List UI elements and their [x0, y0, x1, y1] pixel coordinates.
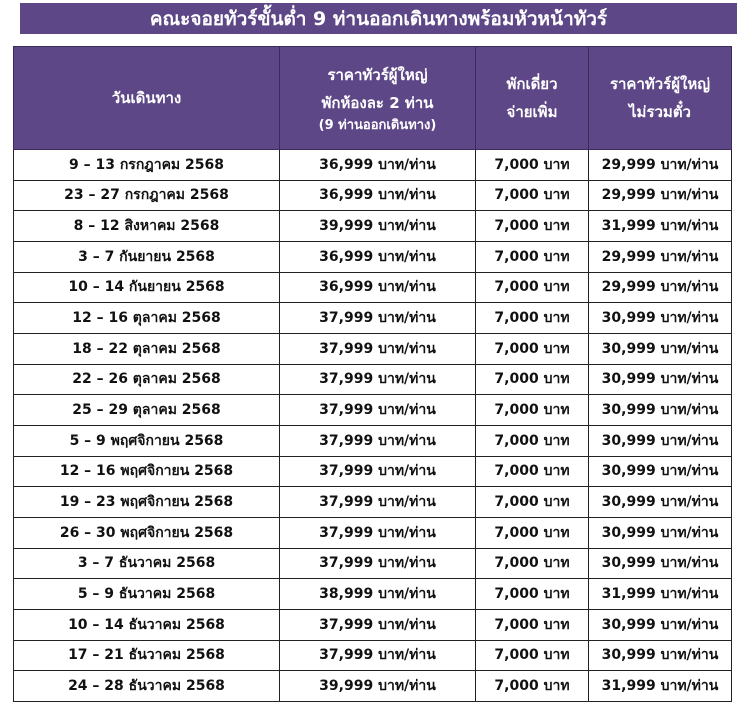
adult-price-cell: 37,999 บาท/ท่าน [280, 456, 476, 487]
single-supplement-cell: 7,000 บาท [476, 303, 589, 334]
single-supplement-cell: 7,000 บาท [476, 272, 589, 303]
table-body [14, 150, 732, 702]
table-header-row [14, 47, 732, 150]
date-cell: 23 – 27 กรกฎาคม 2568 [14, 180, 280, 211]
date-cell: 3 – 7 กันยายน 2568 [14, 241, 280, 272]
date-cell: 18 – 22 ตุลาคม 2568 [14, 333, 280, 364]
no-ticket-price-cell: 30,999 บาท/ท่าน [589, 487, 732, 518]
single-supplement-cell: 7,000 บาท [476, 241, 589, 272]
adult-price-cell: 39,999 บาท/ท่าน [280, 211, 476, 242]
table-row [14, 671, 732, 702]
single-supplement-cell: 7,000 บาท [476, 425, 589, 456]
header-no-ticket-price [589, 47, 732, 150]
adult-price-cell: 37,999 บาท/ท่าน [280, 425, 476, 456]
adult-price-cell: 37,999 บาท/ท่าน [280, 640, 476, 671]
no-ticket-price-cell: 30,999 บาท/ท่าน [589, 364, 732, 395]
single-supplement-cell: 7,000 บาท [476, 333, 589, 364]
single-supplement-cell: 7,000 บาท [476, 609, 589, 640]
table-row [14, 333, 732, 364]
table-row [14, 425, 732, 456]
table-row [14, 241, 732, 272]
date-cell: 10 – 14 ธันวาคม 2568 [14, 609, 280, 640]
adult-price-cell: 37,999 บาท/ท่าน [280, 609, 476, 640]
table-row [14, 579, 732, 610]
date-cell: 19 – 23 พฤศจิกายน 2568 [14, 487, 280, 518]
no-ticket-price-cell: 29,999 บาท/ท่าน [589, 241, 732, 272]
adult-price-cell: 37,999 บาท/ท่าน [280, 487, 476, 518]
date-cell: 3 – 7 ธันวาคม 2568 [14, 548, 280, 579]
table-row [14, 609, 732, 640]
table-row [14, 487, 732, 518]
single-supplement-cell: 7,000 บาท [476, 548, 589, 579]
adult-price-cell: 36,999 บาท/ท่าน [280, 150, 476, 181]
single-supplement-cell: 7,000 บาท [476, 579, 589, 610]
header-adult-price-line1: ราคาทัวร์ผู้ใหญ่ [327, 66, 428, 84]
date-cell: 17 – 21 ธันวาคม 2568 [14, 640, 280, 671]
date-cell: 10 – 14 กันยายน 2568 [14, 272, 280, 303]
adult-price-cell: 37,999 บาท/ท่าน [280, 548, 476, 579]
date-cell: 12 – 16 พฤศจิกายน 2568 [14, 456, 280, 487]
no-ticket-price-cell: 30,999 บาท/ท่าน [589, 609, 732, 640]
date-cell: 5 – 9 พฤศจิกายน 2568 [14, 425, 280, 456]
single-supplement-cell: 7,000 บาท [476, 640, 589, 671]
adult-price-cell: 37,999 บาท/ท่าน [280, 364, 476, 395]
table-row [14, 150, 732, 181]
header-noticket-line2: ไม่รวมตั๋ว [629, 103, 691, 121]
header-adult-price-line3: (9 ท่านออกเดินทาง) [318, 118, 437, 133]
adult-price-cell: 37,999 บาท/ท่าน [280, 333, 476, 364]
table-row [14, 180, 732, 211]
no-ticket-price-cell: 29,999 บาท/ท่าน [589, 150, 732, 181]
adult-price-cell: 36,999 บาท/ท่าน [280, 241, 476, 272]
adult-price-cell: 39,999 บาท/ท่าน [280, 671, 476, 702]
no-ticket-price-cell: 30,999 บาท/ท่าน [589, 395, 732, 426]
single-supplement-cell: 7,000 บาท [476, 150, 589, 181]
header-date [14, 47, 280, 150]
header-date-label: วันเดินทาง [111, 89, 182, 107]
table-row [14, 517, 732, 548]
no-ticket-price-cell: 30,999 บาท/ท่าน [589, 517, 732, 548]
adult-price-cell: 36,999 บาท/ท่าน [280, 180, 476, 211]
no-ticket-price-cell: 30,999 บาท/ท่าน [589, 303, 732, 334]
single-supplement-cell: 7,000 บาท [476, 487, 589, 518]
header-noticket-line1: ราคาทัวร์ผู้ใหญ่ [609, 75, 711, 93]
header-single-supplement [476, 47, 589, 150]
table-row [14, 364, 732, 395]
header-adult-price [280, 47, 476, 150]
single-supplement-cell: 7,000 บาท [476, 395, 589, 426]
adult-price-cell: 38,999 บาท/ท่าน [280, 579, 476, 610]
no-ticket-price-cell: 29,999 บาท/ท่าน [589, 272, 732, 303]
no-ticket-price-cell: 31,999 บาท/ท่าน [589, 579, 732, 610]
price-table [13, 46, 732, 702]
header-single-line2: จ่ายเพิ่ม [506, 103, 558, 121]
no-ticket-price-cell: 30,999 บาท/ท่าน [589, 548, 732, 579]
date-cell: 24 – 28 ธันวาคม 2568 [14, 671, 280, 702]
table-row [14, 395, 732, 426]
no-ticket-price-cell: 29,999 บาท/ท่าน [589, 180, 732, 211]
table-row [14, 272, 732, 303]
date-cell: 26 – 30 พฤศจิกายน 2568 [14, 517, 280, 548]
table-row [14, 303, 732, 334]
page-title: คณะจอยทัวร์ขั้นต่ำ 9 ท่านออกเดินทางพร้อมหัวหน้าทัวร์ [20, 3, 737, 34]
table-row [14, 211, 732, 242]
no-ticket-price-cell: 30,999 บาท/ท่าน [589, 456, 732, 487]
single-supplement-cell: 7,000 บาท [476, 517, 589, 548]
table-row [14, 456, 732, 487]
date-cell: 8 – 12 สิงหาคม 2568 [14, 211, 280, 242]
header-adult-price-line2: พักห้องละ 2 ท่าน [321, 94, 434, 112]
date-cell: 12 – 16 ตุลาคม 2568 [14, 303, 280, 334]
header-single-line1: พักเดี่ยว [506, 75, 558, 93]
no-ticket-price-cell: 30,999 บาท/ท่าน [589, 640, 732, 671]
adult-price-cell: 37,999 บาท/ท่าน [280, 303, 476, 334]
date-cell: 9 – 13 กรกฎาคม 2568 [14, 150, 280, 181]
adult-price-cell: 36,999 บาท/ท่าน [280, 272, 476, 303]
no-ticket-price-cell: 31,999 บาท/ท่าน [589, 211, 732, 242]
adult-price-cell: 37,999 บาท/ท่าน [280, 395, 476, 426]
date-cell: 5 – 9 ธันวาคม 2568 [14, 579, 280, 610]
single-supplement-cell: 7,000 บาท [476, 456, 589, 487]
date-cell: 25 – 29 ตุลาคม 2568 [14, 395, 280, 426]
date-cell: 22 – 26 ตุลาคม 2568 [14, 364, 280, 395]
table-row [14, 548, 732, 579]
table-row [14, 640, 732, 671]
no-ticket-price-cell: 30,999 บาท/ท่าน [589, 425, 732, 456]
single-supplement-cell: 7,000 บาท [476, 211, 589, 242]
single-supplement-cell: 7,000 บาท [476, 180, 589, 211]
single-supplement-cell: 7,000 บาท [476, 364, 589, 395]
no-ticket-price-cell: 31,999 บาท/ท่าน [589, 671, 732, 702]
no-ticket-price-cell: 30,999 บาท/ท่าน [589, 333, 732, 364]
adult-price-cell: 37,999 บาท/ท่าน [280, 517, 476, 548]
single-supplement-cell: 7,000 บาท [476, 671, 589, 702]
